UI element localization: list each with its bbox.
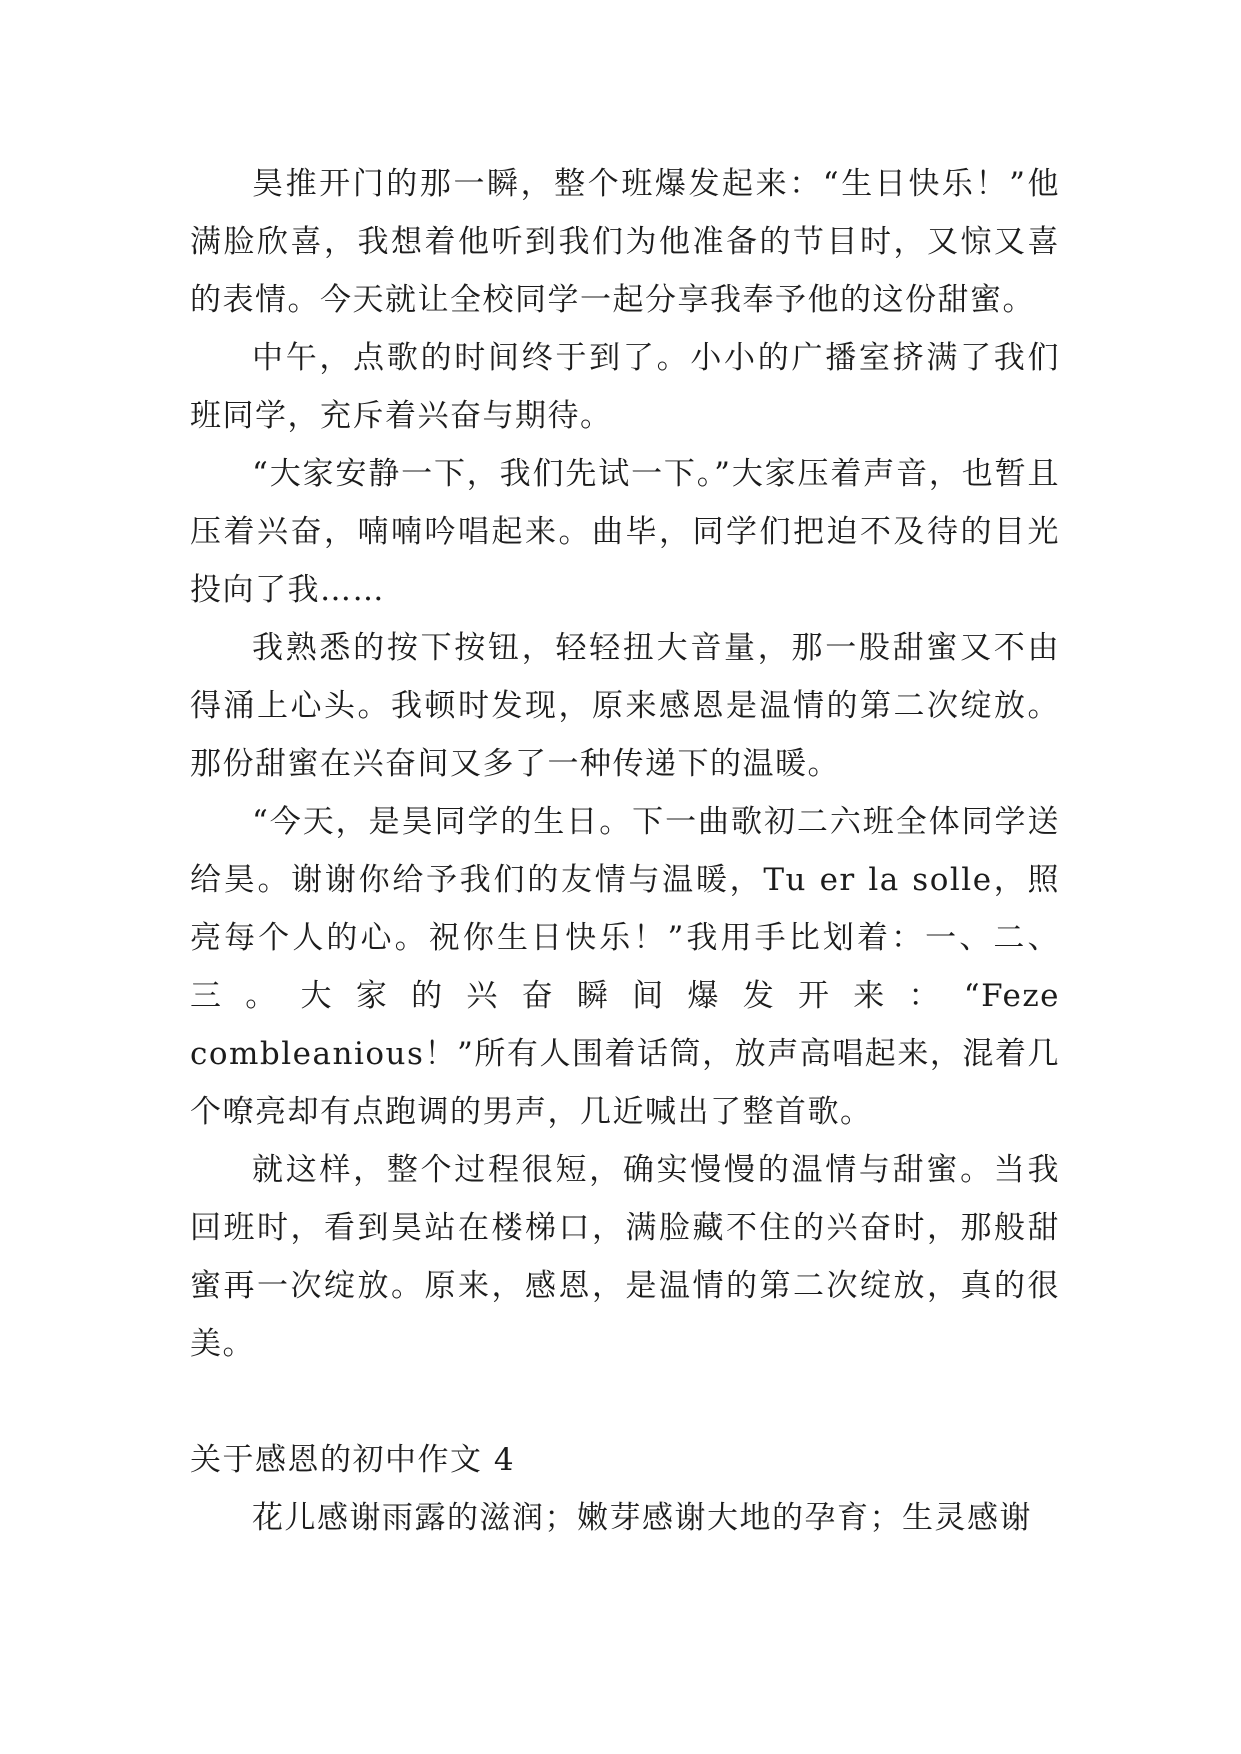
paragraph: 中午，点歌的时间终于到了。小小的广播室挤满了我们班同学，充斥着兴奋与期待。 [190,340,1060,434]
paragraph: 昊推开门的那一瞬，整个班爆发起来：“生日快乐！”他满脸欣喜，我想着他听到我们为他准备的节目时，又惊又喜的表情。今天就让全校同学一起分享我奉予他的这份甜蜜。 [190,166,1060,318]
paragraph: 就这样，整个过程很短，确实慢慢的温情与甜蜜。当我回班时，看到昊站在楼梯口，满脸藏不住的兴奋时，那般甜蜜再一次绽放。原来，感恩，是温情的第二次绽放，真的很美。 [190,1152,1060,1362]
paragraph: 花儿感谢雨露的滋润；嫩芽感谢大地的孕育；生灵感谢 [252,1500,1032,1536]
paragraph: “大家安静一下，我们先试一下。”大家压着声音，也暂且压着兴奋，喃喃吟唱起来。曲毕，同学们把迫不及待的目光投向了我…… [190,456,1060,608]
section-heading: 关于感恩的初中作文 4 [190,1442,516,1478]
document-page [190,155,1060,1547]
paragraph: 我熟悉的按下按钮，轻轻扭大音量，那一股甜蜜又不由得涌上心头。我顿时发现，原来感恩是温情的第二次绽放。那份甜蜜在兴奋间又多了一种传递下的温暖。 [190,630,1060,782]
paragraph: “今天，是昊同学的生日。下一曲歌初二六班全体同学送给昊。谢谢你给予我们的友情与温暖，Tu er la solle，照亮每个人的心。祝你生日快乐！”我用手比划着：一、二、三。大家的兴奋瞬间爆发开来：“Feze combleanious！”所有人围着话筒，放声高唱起来，混着几个嘹亮却有点跑调的男声，几近喊出了整首歌。 [190,804,1060,1130]
